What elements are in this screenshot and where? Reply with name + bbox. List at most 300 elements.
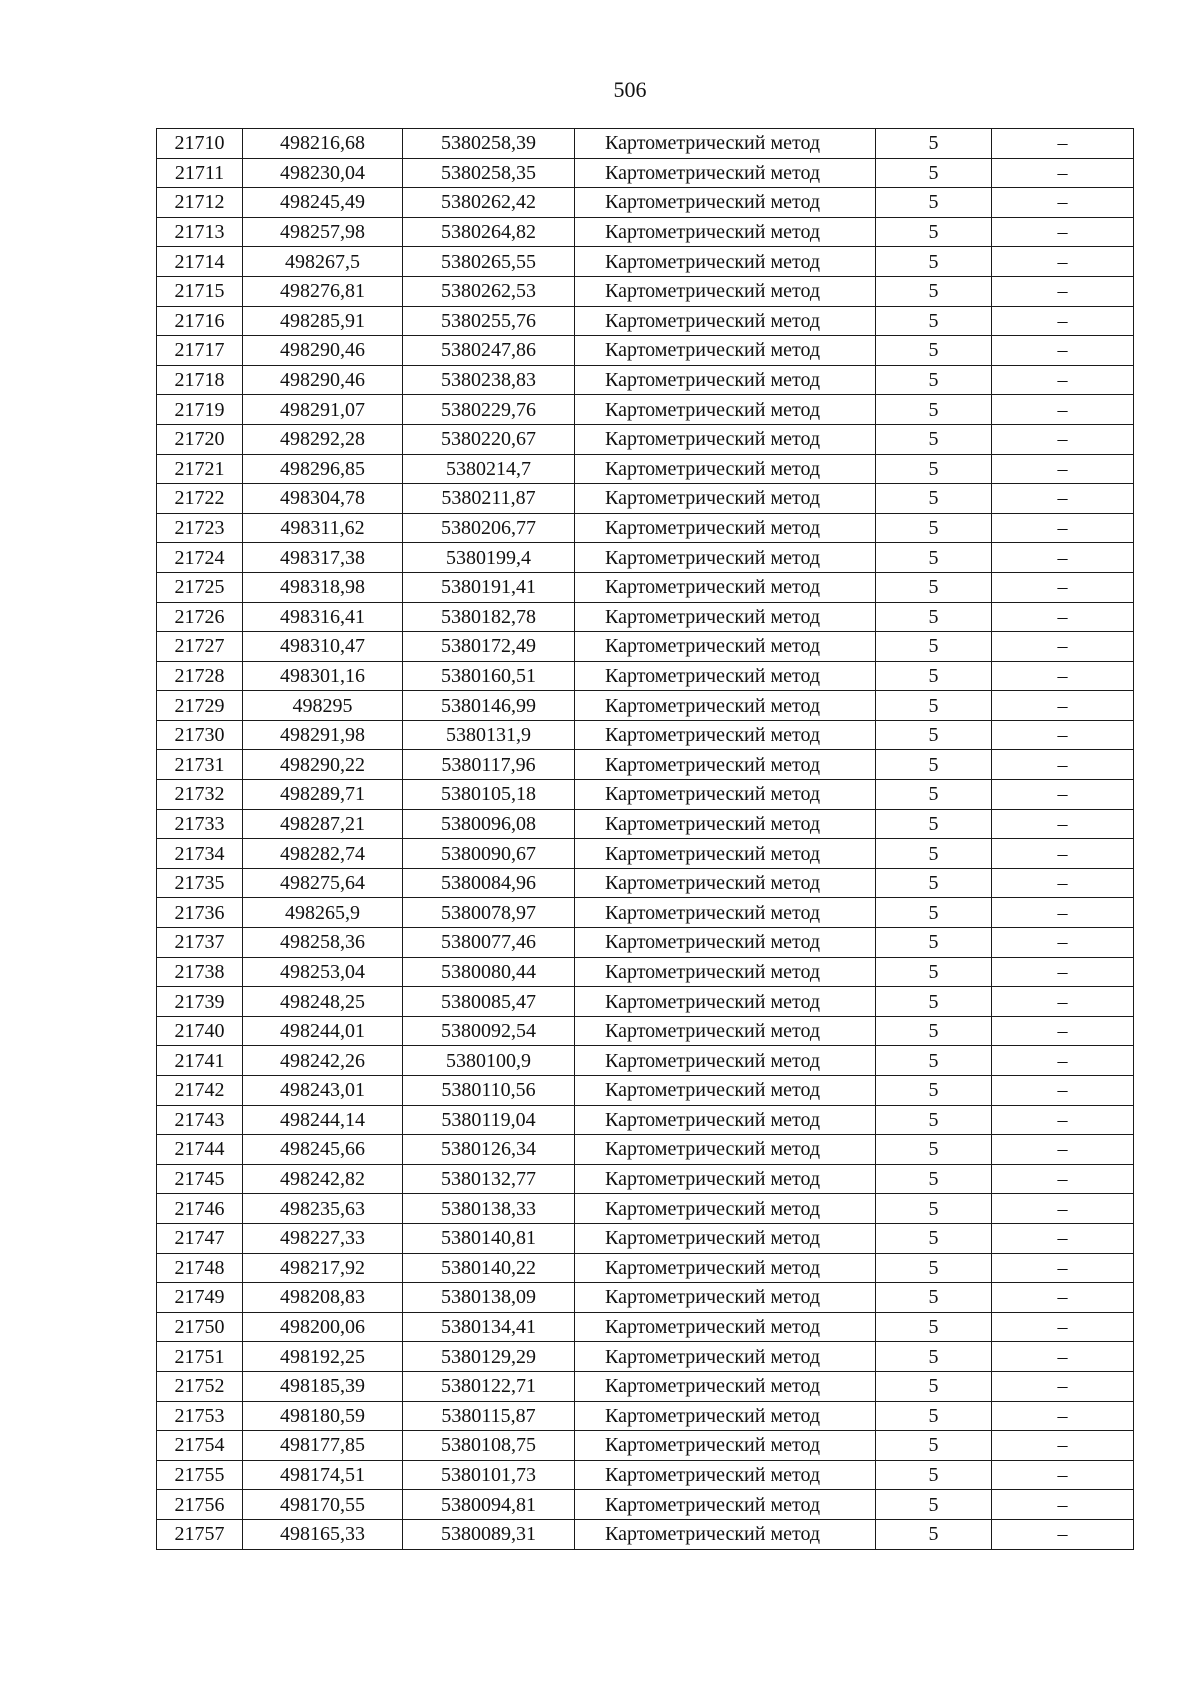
- table-row: [157, 1016, 1134, 1046]
- method-cell: Картометрический метод: [575, 898, 876, 928]
- method-cell: Картометрический метод: [575, 928, 876, 958]
- note-cell: –: [992, 957, 1134, 987]
- table-row: [157, 957, 1134, 987]
- method-cell: Картометрический метод: [575, 1431, 876, 1461]
- accuracy-cell: 5: [876, 1490, 992, 1520]
- table-row: [157, 365, 1134, 395]
- x-coordinate-cell: 498316,41: [243, 602, 403, 632]
- x-coordinate-cell: 498291,98: [243, 720, 403, 750]
- y-coordinate-cell: 5380199,4: [403, 543, 575, 573]
- point-number-cell: 21734: [157, 839, 243, 869]
- point-number-cell: 21757: [157, 1519, 243, 1549]
- note-cell: –: [992, 1164, 1134, 1194]
- x-coordinate-cell: 498311,62: [243, 513, 403, 543]
- note-cell: –: [992, 1342, 1134, 1372]
- y-coordinate-cell: 5380092,54: [403, 1016, 575, 1046]
- method-cell: Картометрический метод: [575, 454, 876, 484]
- y-coordinate-cell: 5380140,81: [403, 1223, 575, 1253]
- method-cell: Картометрический метод: [575, 1194, 876, 1224]
- table-row: [157, 868, 1134, 898]
- point-number-cell: 21752: [157, 1371, 243, 1401]
- accuracy-cell: 5: [876, 336, 992, 366]
- table-row: [157, 1490, 1134, 1520]
- table-row: [157, 1371, 1134, 1401]
- point-number-cell: 21720: [157, 424, 243, 454]
- point-number-cell: 21751: [157, 1342, 243, 1372]
- table-row: [157, 750, 1134, 780]
- x-coordinate-cell: 498258,36: [243, 928, 403, 958]
- table-row: [157, 1519, 1134, 1549]
- method-cell: Картометрический метод: [575, 1046, 876, 1076]
- note-cell: –: [992, 129, 1134, 159]
- method-cell: Картометрический метод: [575, 632, 876, 662]
- y-coordinate-cell: 5380096,08: [403, 809, 575, 839]
- accuracy-cell: 5: [876, 809, 992, 839]
- x-coordinate-cell: 498217,92: [243, 1253, 403, 1283]
- table-row: [157, 1105, 1134, 1135]
- table-row: [157, 1401, 1134, 1431]
- y-coordinate-cell: 5380132,77: [403, 1164, 575, 1194]
- y-coordinate-cell: 5380247,86: [403, 336, 575, 366]
- accuracy-cell: 5: [876, 1194, 992, 1224]
- x-coordinate-cell: 498265,9: [243, 898, 403, 928]
- x-coordinate-cell: 498185,39: [243, 1371, 403, 1401]
- x-coordinate-cell: 498318,98: [243, 572, 403, 602]
- point-number-cell: 21727: [157, 632, 243, 662]
- point-number-cell: 21731: [157, 750, 243, 780]
- y-coordinate-cell: 5380108,75: [403, 1431, 575, 1461]
- accuracy-cell: 5: [876, 306, 992, 336]
- accuracy-cell: 5: [876, 661, 992, 691]
- table-row: [157, 1431, 1134, 1461]
- note-cell: –: [992, 661, 1134, 691]
- method-cell: Картометрический метод: [575, 1460, 876, 1490]
- table-row: [157, 987, 1134, 1017]
- note-cell: –: [992, 632, 1134, 662]
- table-row: [157, 336, 1134, 366]
- y-coordinate-cell: 5380134,41: [403, 1312, 575, 1342]
- table-row: [157, 276, 1134, 306]
- accuracy-cell: 5: [876, 691, 992, 721]
- note-cell: –: [992, 750, 1134, 780]
- note-cell: –: [992, 720, 1134, 750]
- x-coordinate-cell: 498310,47: [243, 632, 403, 662]
- y-coordinate-cell: 5380129,29: [403, 1342, 575, 1372]
- point-number-cell: 21715: [157, 276, 243, 306]
- accuracy-cell: 5: [876, 1164, 992, 1194]
- accuracy-cell: 5: [876, 1401, 992, 1431]
- method-cell: Картометрический метод: [575, 1283, 876, 1313]
- point-number-cell: 21750: [157, 1312, 243, 1342]
- y-coordinate-cell: 5380085,47: [403, 987, 575, 1017]
- note-cell: –: [992, 898, 1134, 928]
- table-row: [157, 1135, 1134, 1165]
- note-cell: –: [992, 1490, 1134, 1520]
- point-number-cell: 21747: [157, 1223, 243, 1253]
- table-row: [157, 1460, 1134, 1490]
- y-coordinate-cell: 5380220,67: [403, 424, 575, 454]
- method-cell: Картометрический метод: [575, 1105, 876, 1135]
- x-coordinate-cell: 498244,14: [243, 1105, 403, 1135]
- point-number-cell: 21710: [157, 129, 243, 159]
- accuracy-cell: 5: [876, 1283, 992, 1313]
- x-coordinate-cell: 498290,46: [243, 336, 403, 366]
- point-number-cell: 21730: [157, 720, 243, 750]
- table-row: [157, 720, 1134, 750]
- accuracy-cell: 5: [876, 543, 992, 573]
- note-cell: –: [992, 602, 1134, 632]
- y-coordinate-cell: 5380211,87: [403, 484, 575, 514]
- accuracy-cell: 5: [876, 188, 992, 218]
- point-number-cell: 21739: [157, 987, 243, 1017]
- x-coordinate-cell: 498267,5: [243, 247, 403, 277]
- note-cell: –: [992, 1371, 1134, 1401]
- table-row: [157, 1283, 1134, 1313]
- point-number-cell: 21725: [157, 572, 243, 602]
- x-coordinate-cell: 498292,28: [243, 424, 403, 454]
- y-coordinate-cell: 5380255,76: [403, 306, 575, 336]
- method-cell: Картометрический метод: [575, 809, 876, 839]
- y-coordinate-cell: 5380229,76: [403, 395, 575, 425]
- y-coordinate-cell: 5380214,7: [403, 454, 575, 484]
- note-cell: –: [992, 365, 1134, 395]
- method-cell: Картометрический метод: [575, 1490, 876, 1520]
- y-coordinate-cell: 5380131,9: [403, 720, 575, 750]
- note-cell: –: [992, 1223, 1134, 1253]
- point-number-cell: 21744: [157, 1135, 243, 1165]
- x-coordinate-cell: 498290,46: [243, 365, 403, 395]
- accuracy-cell: 5: [876, 1460, 992, 1490]
- x-coordinate-cell: 498257,98: [243, 217, 403, 247]
- y-coordinate-cell: 5380077,46: [403, 928, 575, 958]
- table-row: [157, 454, 1134, 484]
- x-coordinate-cell: 498291,07: [243, 395, 403, 425]
- note-cell: –: [992, 1283, 1134, 1313]
- method-cell: Картометрический метод: [575, 365, 876, 395]
- x-coordinate-cell: 498275,64: [243, 868, 403, 898]
- table-row: [157, 395, 1134, 425]
- y-coordinate-cell: 5380090,67: [403, 839, 575, 869]
- y-coordinate-cell: 5380094,81: [403, 1490, 575, 1520]
- point-number-cell: 21743: [157, 1105, 243, 1135]
- method-cell: Картометрический метод: [575, 691, 876, 721]
- method-cell: Картометрический метод: [575, 395, 876, 425]
- note-cell: –: [992, 395, 1134, 425]
- point-number-cell: 21741: [157, 1046, 243, 1076]
- y-coordinate-cell: 5380140,22: [403, 1253, 575, 1283]
- y-coordinate-cell: 5380182,78: [403, 602, 575, 632]
- accuracy-cell: 5: [876, 276, 992, 306]
- method-cell: Картометрический метод: [575, 1519, 876, 1549]
- x-coordinate-cell: 498243,01: [243, 1076, 403, 1106]
- note-cell: –: [992, 217, 1134, 247]
- table-row: [157, 1312, 1134, 1342]
- table-row: [157, 543, 1134, 573]
- accuracy-cell: 5: [876, 1312, 992, 1342]
- accuracy-cell: 5: [876, 572, 992, 602]
- note-cell: –: [992, 572, 1134, 602]
- x-coordinate-cell: 498245,49: [243, 188, 403, 218]
- table-row: [157, 839, 1134, 869]
- method-cell: Картометрический метод: [575, 247, 876, 277]
- point-number-cell: 21753: [157, 1401, 243, 1431]
- accuracy-cell: 5: [876, 1105, 992, 1135]
- accuracy-cell: 5: [876, 957, 992, 987]
- note-cell: –: [992, 868, 1134, 898]
- table-row: [157, 188, 1134, 218]
- x-coordinate-cell: 498230,04: [243, 158, 403, 188]
- note-cell: –: [992, 1431, 1134, 1461]
- table-row: [157, 898, 1134, 928]
- point-number-cell: 21714: [157, 247, 243, 277]
- accuracy-cell: 5: [876, 247, 992, 277]
- method-cell: Картометрический метод: [575, 1016, 876, 1046]
- table-row: [157, 1046, 1134, 1076]
- note-cell: –: [992, 839, 1134, 869]
- table-row: [157, 129, 1134, 159]
- method-cell: Картометрический метод: [575, 1135, 876, 1165]
- point-number-cell: 21717: [157, 336, 243, 366]
- table-row: [157, 691, 1134, 721]
- accuracy-cell: 5: [876, 454, 992, 484]
- x-coordinate-cell: 498289,71: [243, 780, 403, 810]
- accuracy-cell: 5: [876, 217, 992, 247]
- method-cell: Картометрический метод: [575, 750, 876, 780]
- point-number-cell: 21740: [157, 1016, 243, 1046]
- accuracy-cell: 5: [876, 1253, 992, 1283]
- method-cell: Картометрический метод: [575, 1342, 876, 1372]
- note-cell: –: [992, 1460, 1134, 1490]
- method-cell: Картометрический метод: [575, 513, 876, 543]
- x-coordinate-cell: 498200,06: [243, 1312, 403, 1342]
- y-coordinate-cell: 5380206,77: [403, 513, 575, 543]
- point-number-cell: 21737: [157, 928, 243, 958]
- accuracy-cell: 5: [876, 424, 992, 454]
- table-row: [157, 217, 1134, 247]
- y-coordinate-cell: 5380146,99: [403, 691, 575, 721]
- y-coordinate-cell: 5380265,55: [403, 247, 575, 277]
- method-cell: Картометрический метод: [575, 1371, 876, 1401]
- coordinates-table: [156, 128, 1134, 1550]
- note-cell: –: [992, 306, 1134, 336]
- accuracy-cell: 5: [876, 484, 992, 514]
- note-cell: –: [992, 276, 1134, 306]
- method-cell: Картометрический метод: [575, 276, 876, 306]
- accuracy-cell: 5: [876, 1519, 992, 1549]
- note-cell: –: [992, 1046, 1134, 1076]
- y-coordinate-cell: 5380078,97: [403, 898, 575, 928]
- y-coordinate-cell: 5380258,35: [403, 158, 575, 188]
- note-cell: –: [992, 188, 1134, 218]
- y-coordinate-cell: 5380160,51: [403, 661, 575, 691]
- point-number-cell: 21721: [157, 454, 243, 484]
- accuracy-cell: 5: [876, 987, 992, 1017]
- accuracy-cell: 5: [876, 129, 992, 159]
- method-cell: Картометрический метод: [575, 1164, 876, 1194]
- table-row: [157, 158, 1134, 188]
- accuracy-cell: 5: [876, 1076, 992, 1106]
- y-coordinate-cell: 5380172,49: [403, 632, 575, 662]
- note-cell: –: [992, 1401, 1134, 1431]
- method-cell: Картометрический метод: [575, 158, 876, 188]
- method-cell: Картометрический метод: [575, 1312, 876, 1342]
- point-number-cell: 21745: [157, 1164, 243, 1194]
- accuracy-cell: 5: [876, 513, 992, 543]
- method-cell: Картометрический метод: [575, 1076, 876, 1106]
- y-coordinate-cell: 5380119,04: [403, 1105, 575, 1135]
- method-cell: Картометрический метод: [575, 720, 876, 750]
- note-cell: –: [992, 543, 1134, 573]
- y-coordinate-cell: 5380126,34: [403, 1135, 575, 1165]
- x-coordinate-cell: 498192,25: [243, 1342, 403, 1372]
- x-coordinate-cell: 498174,51: [243, 1460, 403, 1490]
- accuracy-cell: 5: [876, 365, 992, 395]
- point-number-cell: 21722: [157, 484, 243, 514]
- point-number-cell: 21749: [157, 1283, 243, 1313]
- y-coordinate-cell: 5380262,53: [403, 276, 575, 306]
- x-coordinate-cell: 498242,26: [243, 1046, 403, 1076]
- point-number-cell: 21719: [157, 395, 243, 425]
- x-coordinate-cell: 498282,74: [243, 839, 403, 869]
- note-cell: –: [992, 1135, 1134, 1165]
- point-number-cell: 21732: [157, 780, 243, 810]
- coordinates-table-body: [157, 129, 1134, 1550]
- note-cell: –: [992, 1105, 1134, 1135]
- note-cell: –: [992, 454, 1134, 484]
- note-cell: –: [992, 1253, 1134, 1283]
- accuracy-cell: 5: [876, 1046, 992, 1076]
- table-row: [157, 247, 1134, 277]
- table-row: [157, 1194, 1134, 1224]
- method-cell: Картометрический метод: [575, 780, 876, 810]
- method-cell: Картометрический метод: [575, 1401, 876, 1431]
- note-cell: –: [992, 1519, 1134, 1549]
- table-row: [157, 1342, 1134, 1372]
- note-cell: –: [992, 424, 1134, 454]
- accuracy-cell: 5: [876, 1342, 992, 1372]
- point-number-cell: 21723: [157, 513, 243, 543]
- y-coordinate-cell: 5380080,44: [403, 957, 575, 987]
- x-coordinate-cell: 498285,91: [243, 306, 403, 336]
- x-coordinate-cell: 498290,22: [243, 750, 403, 780]
- note-cell: –: [992, 1016, 1134, 1046]
- y-coordinate-cell: 5380238,83: [403, 365, 575, 395]
- method-cell: Картометрический метод: [575, 987, 876, 1017]
- accuracy-cell: 5: [876, 1016, 992, 1046]
- table-row: [157, 602, 1134, 632]
- note-cell: –: [992, 928, 1134, 958]
- point-number-cell: 21754: [157, 1431, 243, 1461]
- method-cell: Картометрический метод: [575, 957, 876, 987]
- method-cell: Картометрический метод: [575, 1253, 876, 1283]
- note-cell: –: [992, 987, 1134, 1017]
- accuracy-cell: 5: [876, 780, 992, 810]
- x-coordinate-cell: 498253,04: [243, 957, 403, 987]
- point-number-cell: 21711: [157, 158, 243, 188]
- page-number: 506: [613, 77, 647, 102]
- x-coordinate-cell: 498227,33: [243, 1223, 403, 1253]
- table-row: [157, 1076, 1134, 1106]
- point-number-cell: 21742: [157, 1076, 243, 1106]
- method-cell: Картометрический метод: [575, 306, 876, 336]
- point-number-cell: 21712: [157, 188, 243, 218]
- note-cell: –: [992, 1076, 1134, 1106]
- x-coordinate-cell: 498248,25: [243, 987, 403, 1017]
- y-coordinate-cell: 5380115,87: [403, 1401, 575, 1431]
- x-coordinate-cell: 498276,81: [243, 276, 403, 306]
- x-coordinate-cell: 498287,21: [243, 809, 403, 839]
- accuracy-cell: 5: [876, 898, 992, 928]
- y-coordinate-cell: 5380191,41: [403, 572, 575, 602]
- method-cell: Картометрический метод: [575, 484, 876, 514]
- method-cell: Картометрический метод: [575, 336, 876, 366]
- y-coordinate-cell: 5380100,9: [403, 1046, 575, 1076]
- x-coordinate-cell: 498180,59: [243, 1401, 403, 1431]
- table-row: [157, 809, 1134, 839]
- point-number-cell: 21716: [157, 306, 243, 336]
- table-row: [157, 1223, 1134, 1253]
- method-cell: Картометрический метод: [575, 188, 876, 218]
- x-coordinate-cell: 498242,82: [243, 1164, 403, 1194]
- point-number-cell: 21729: [157, 691, 243, 721]
- point-number-cell: 21738: [157, 957, 243, 987]
- table-row: [157, 780, 1134, 810]
- accuracy-cell: 5: [876, 720, 992, 750]
- y-coordinate-cell: 5380084,96: [403, 868, 575, 898]
- point-number-cell: 21755: [157, 1460, 243, 1490]
- x-coordinate-cell: 498245,66: [243, 1135, 403, 1165]
- method-cell: Картометрический метод: [575, 217, 876, 247]
- x-coordinate-cell: 498317,38: [243, 543, 403, 573]
- table-row: [157, 513, 1134, 543]
- table-row: [157, 661, 1134, 691]
- x-coordinate-cell: 498216,68: [243, 129, 403, 159]
- method-cell: Картометрический метод: [575, 129, 876, 159]
- x-coordinate-cell: 498177,85: [243, 1431, 403, 1461]
- method-cell: Картометрический метод: [575, 868, 876, 898]
- x-coordinate-cell: 498235,63: [243, 1194, 403, 1224]
- note-cell: –: [992, 1312, 1134, 1342]
- accuracy-cell: 5: [876, 868, 992, 898]
- y-coordinate-cell: 5380264,82: [403, 217, 575, 247]
- table-row: [157, 572, 1134, 602]
- accuracy-cell: 5: [876, 1431, 992, 1461]
- accuracy-cell: 5: [876, 839, 992, 869]
- note-cell: –: [992, 1194, 1134, 1224]
- y-coordinate-cell: 5380105,18: [403, 780, 575, 810]
- x-coordinate-cell: 498165,33: [243, 1519, 403, 1549]
- y-coordinate-cell: 5380138,33: [403, 1194, 575, 1224]
- point-number-cell: 21733: [157, 809, 243, 839]
- method-cell: Картометрический метод: [575, 839, 876, 869]
- y-coordinate-cell: 5380138,09: [403, 1283, 575, 1313]
- x-coordinate-cell: 498244,01: [243, 1016, 403, 1046]
- point-number-cell: 21728: [157, 661, 243, 691]
- point-number-cell: 21748: [157, 1253, 243, 1283]
- method-cell: Картометрический метод: [575, 543, 876, 573]
- method-cell: Картометрический метод: [575, 661, 876, 691]
- x-coordinate-cell: 498304,78: [243, 484, 403, 514]
- accuracy-cell: 5: [876, 1135, 992, 1165]
- note-cell: –: [992, 780, 1134, 810]
- y-coordinate-cell: 5380258,39: [403, 129, 575, 159]
- x-coordinate-cell: 498301,16: [243, 661, 403, 691]
- table-row: [157, 928, 1134, 958]
- y-coordinate-cell: 5380117,96: [403, 750, 575, 780]
- point-number-cell: 21726: [157, 602, 243, 632]
- y-coordinate-cell: 5380262,42: [403, 188, 575, 218]
- note-cell: –: [992, 158, 1134, 188]
